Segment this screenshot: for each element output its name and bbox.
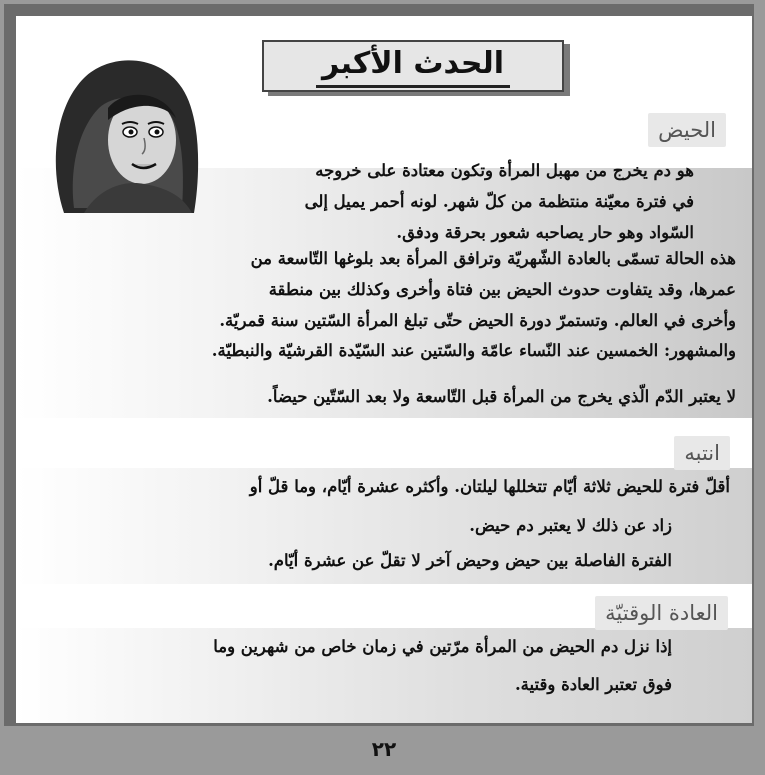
text-line: الفترة الفاصلة بين حيض وحيض آخر لا تقلّ عن عشرة أيّام.: [268, 551, 672, 570]
text-line: في فترة معيّنة منتظمة من كلّ شهر. لونه أحمر يميل إلى: [304, 192, 694, 211]
page-number: ٢٢: [371, 737, 397, 761]
text-line: زاد عن ذلك لا يعتبر دم حيض.: [469, 516, 672, 535]
page-frame: [4, 4, 754, 726]
text-line: هو دم يخرج من مهبل المرأة وتكون معتادة على خروجه: [315, 161, 694, 180]
text-line: والمشهور: الخمسين عند النّساء عامّة والسّتين عند السّيّدة القرشيّة والنبطيّة.: [211, 341, 736, 360]
text-line: لا يعتبر الدّم الّذي يخرج من المرأة قبل التّاسعة ولا بعد السّتّين حيضاً.: [267, 387, 736, 406]
text-line: فوق تعتبر العادة وقتية.: [514, 675, 672, 694]
section-heading-menstruation: الحيض: [648, 113, 726, 147]
title-box: [262, 40, 564, 92]
text-line: وأخرى في العالم. وتستمرّ دورة الحيض حتّى تبلغ المرأة السّتين سنة قمريّة.: [219, 311, 736, 330]
section-heading-attention: انتبه: [674, 436, 730, 470]
veiled-woman-illustration: [44, 48, 204, 218]
text-line: إذا نزل دم الحيض من المرأة مرّتين في زمان خاص من شهرين وما: [213, 637, 672, 656]
text-line: السّواد وهو حار يصاحبه شعور بحرقة ودفق.: [396, 223, 694, 242]
text-line: هذه الحالة تسمّى بالعادة الشّهريّة وترافق المرأة بعد بلوغها التّاسعة من: [250, 249, 736, 268]
section-heading-timed-habit: العادة الوقتيّة: [595, 596, 728, 630]
text-line: عمرها، وقد يتفاوت حدوث الحيض بين فتاة وأخرى وكذلك بين منطقة: [268, 280, 736, 299]
text-line: أقلّ فترة للحيض ثلاثة أيّام تتخللها ليلتان. وأكثره عشرة أيّام، وما قلّ أو: [249, 477, 730, 496]
page-title: الحدث الأكبر: [316, 45, 510, 88]
page: [16, 16, 752, 723]
